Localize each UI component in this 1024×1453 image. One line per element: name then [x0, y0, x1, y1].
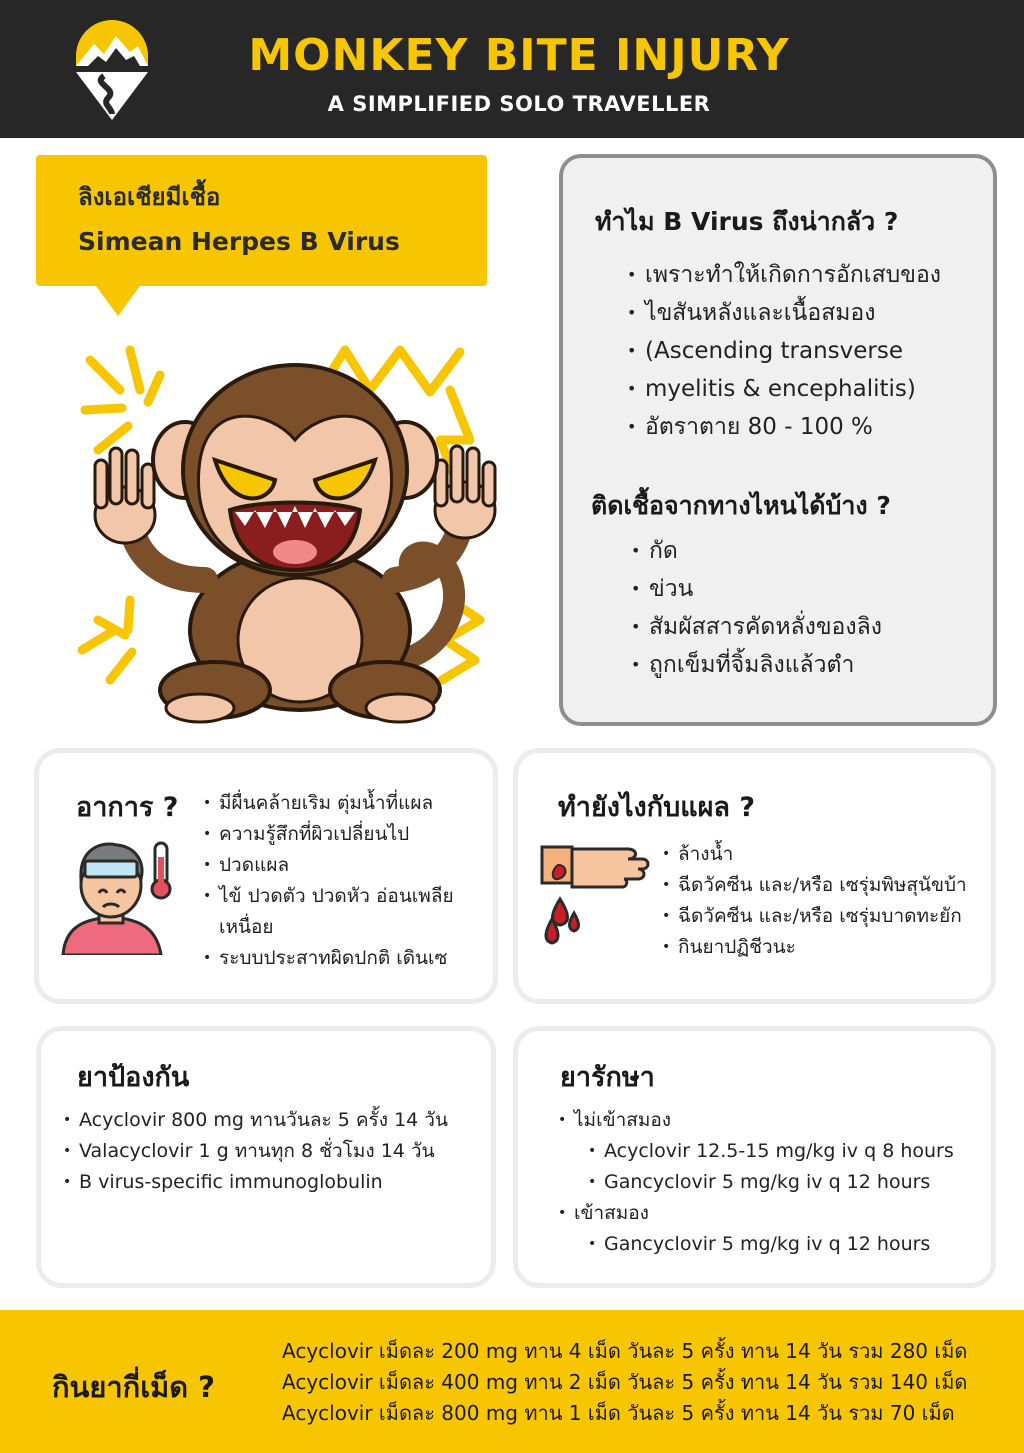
bleeding-hand-icon — [538, 837, 650, 947]
prevention-title: ยาป้องกัน — [77, 1062, 190, 1093]
angry-monkey-illustration — [70, 330, 510, 730]
how-list — [631, 532, 882, 684]
dosage-list — [282, 1336, 967, 1429]
list-item: • กินยาปฏิชีวนะ — [660, 932, 967, 963]
list-item: Acyclovir เม็ดละ 800 mg ทาน 1 เม็ด วันละ 5 ครั้ง ทาน 14 วัน รวม 70 เม็ด — [282, 1401, 955, 1425]
sick-person-icon — [61, 839, 173, 955]
dosage-banner — [0, 1310, 1024, 1453]
list-item: • Acyclovir 800 mg ทานวันละ 5 ครั้ง 14 วัน — [61, 1105, 448, 1136]
why-title: ทำไม B Virus ถึงน่ากลัว ? — [595, 207, 899, 236]
page-subtitle: A SIMPLIFIED SOLO TRAVELLER — [327, 92, 711, 116]
treatment-group-label: • ไม่เข้าสมอง — [556, 1105, 954, 1136]
list-item: • ความรู้สึกที่ผิวเปลี่ยนไป — [201, 819, 454, 850]
list-item: • อัตราตาย 80 - 100 % — [627, 408, 941, 446]
list-item: • Gancyclovir 5 mg/kg iv q 12 hours — [586, 1167, 954, 1198]
treatment-list — [556, 1105, 954, 1260]
list-item: • ปวดแผล — [201, 850, 454, 881]
list-item: • ไขสันหลังและเนื้อสมอง — [627, 294, 941, 332]
list-item: • myelitis & encephalitis) — [627, 370, 941, 408]
list-item: • เพราะทำให้เกิดการอักเสบของ — [627, 256, 941, 294]
list-item: • มีผื่นคล้ายเริม ตุ่มน้ำที่แผล — [201, 788, 454, 819]
page-title: MONKEY BITE INJURY — [248, 30, 790, 81]
symptoms-list — [201, 788, 454, 974]
how-title: ติดเชื้อจากทางไหนได้บ้าง ? — [591, 491, 891, 520]
wound-care-card — [513, 748, 996, 1004]
header — [0, 0, 1024, 138]
list-item: • ถูกเข็มที่จิ้มลิงแล้วตำ — [631, 646, 882, 684]
symptoms-card — [34, 748, 498, 1004]
list-item: • ฉีดวัคซีน และ/หรือ เซรุ่มบาดทะยัก — [660, 901, 967, 932]
prevention-list — [61, 1105, 448, 1198]
list-item: • B virus-specific immunoglobulin — [61, 1167, 448, 1198]
symptoms-title: อาการ ? — [76, 792, 179, 823]
speech-bubble — [36, 155, 487, 286]
thermometer-icon — [152, 843, 170, 898]
prevention-card — [36, 1026, 496, 1288]
list-item: • Gancyclovir 5 mg/kg iv q 12 hours — [586, 1229, 954, 1260]
list-item: • ล้างน้ำ — [660, 839, 967, 870]
list-item: Acyclovir เม็ดละ 200 mg ทาน 4 เม็ด วันละ 5 ครั้ง ทาน 14 วัน รวม 280 เม็ด — [282, 1339, 968, 1363]
treatment-card — [513, 1026, 996, 1288]
list-item: • กัด — [631, 532, 882, 570]
list-item: • Valacyclovir 1 g ทานทุก 8 ชั่วโมง 14 วัน — [61, 1136, 448, 1167]
list-item: • ไข้ ปวดตัว ปวดหัว อ่อนเพลีย — [201, 881, 454, 912]
list-item: • Acyclovir 12.5-15 mg/kg iv q 8 hours — [586, 1136, 954, 1167]
list-item: • (Ascending transverse — [627, 332, 941, 370]
why-list — [627, 256, 941, 446]
list-item: เหนื่อย — [219, 916, 274, 938]
dosage-question: กินยากี่เม็ด ? — [52, 1370, 215, 1404]
list-item: • สัมผัสสารคัดหลั่งของลิง — [631, 608, 882, 646]
list-item: • ระบบประสาทผิดปกติ เดินเซ — [201, 943, 454, 974]
b-virus-info-box — [559, 154, 997, 726]
list-item: • ฉีดวัคซีน และ/หรือ เซรุ่มพิษสุนัขบ้า — [660, 870, 967, 901]
list-item: • ข่วน — [631, 570, 882, 608]
treatment-group-label: • เข้าสมอง — [556, 1198, 954, 1229]
list-item: Acyclovir เม็ดละ 400 mg ทาน 2 เม็ด วันละ 5 ครั้ง ทาน 14 วัน รวม 140 เม็ด — [282, 1370, 968, 1394]
wound-title: ทำยังไงกับแผล ? — [558, 792, 756, 823]
bubble-line-virus: Simean Herpes B Virus — [78, 227, 400, 256]
bubble-line-thai: ลิงเอเชียมีเชื้อ — [78, 183, 221, 211]
wound-list — [660, 839, 967, 963]
treatment-title: ยารักษา — [560, 1062, 655, 1093]
